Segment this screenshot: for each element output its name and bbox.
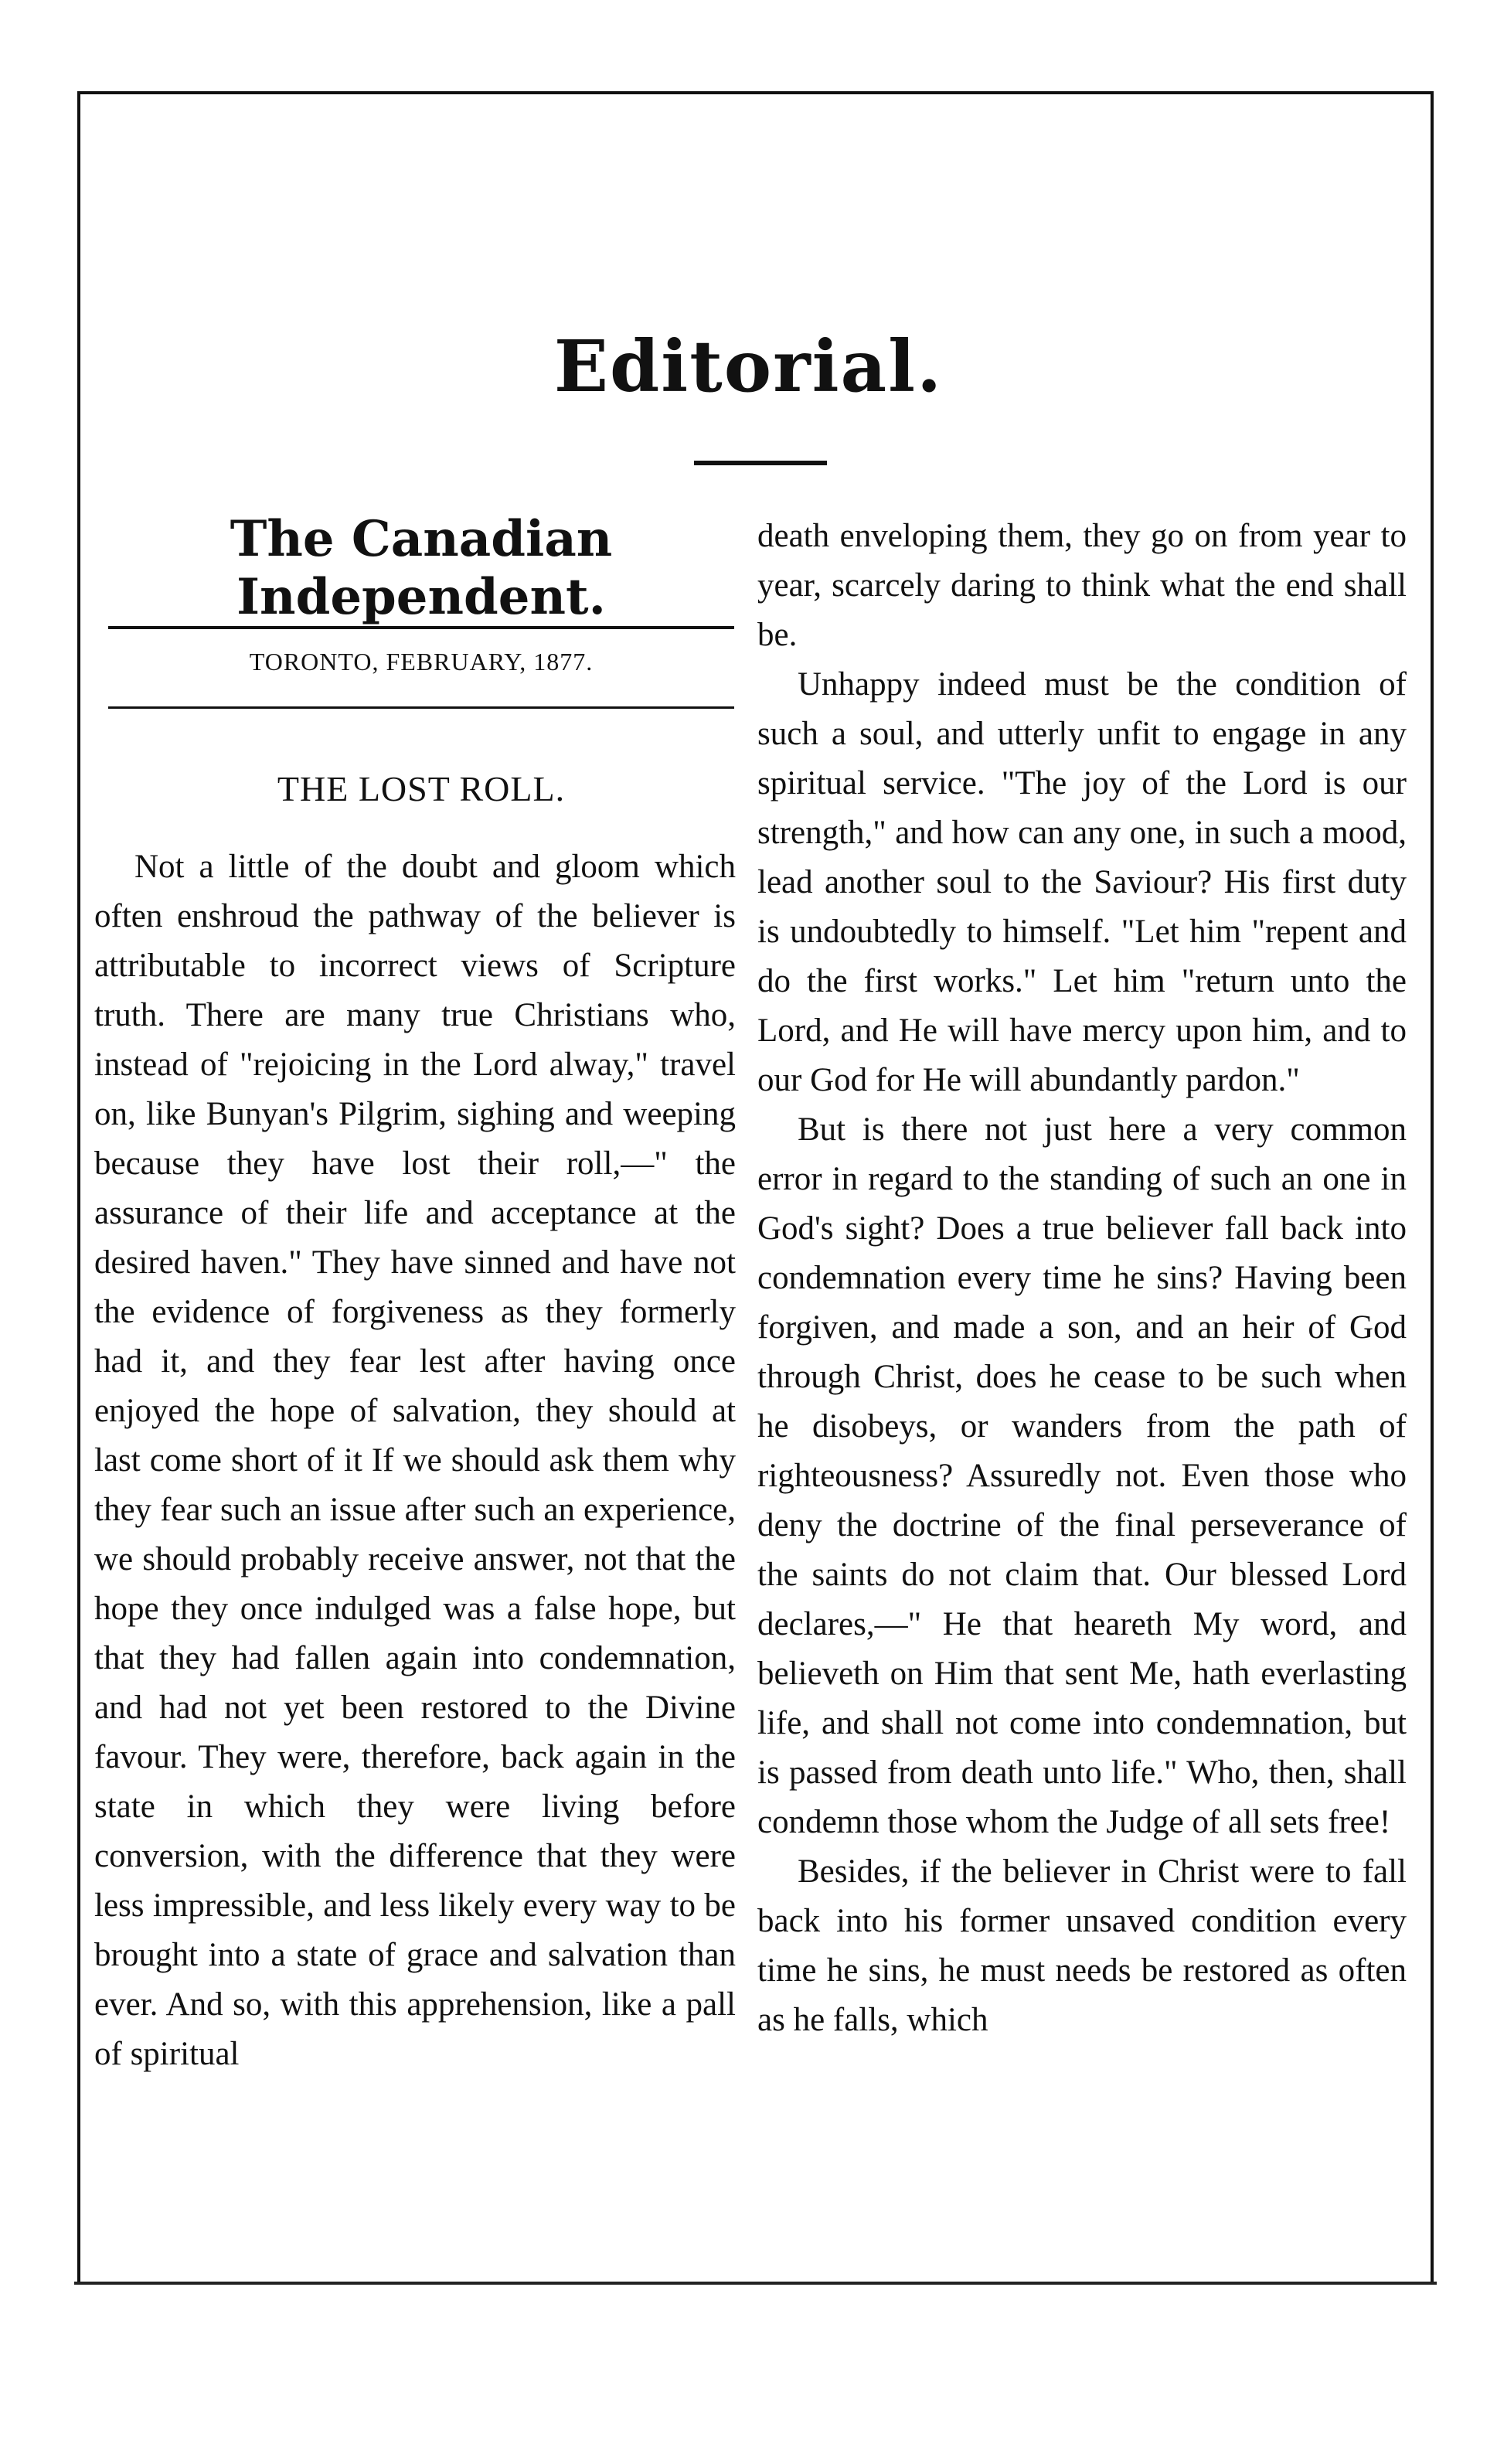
paragraph: Unhappy indeed must be the condition of such a soul, and utterly unfit to engage in any spiritual service. "The joy of the Lord is our strength," and how can any one, in such a mood, lead another soul to the Saviour? His first duty is undoubtedly to himself. "Let him "repent and do the first works." Let him "return unto the Lord, and He will have mercy upon him, and to our God for He will abundantly pardon." — [757, 666, 1407, 1098]
right-column — [757, 512, 1407, 2045]
paragraph-continuation: death enveloping them, they go on from year to year, scarcely daring to think what the end shall be. — [757, 518, 1407, 653]
paragraph: Not a little of the doubt and gloom which often enshroud the pathway of the believer is attributable to incorrect views of Scripture truth. There are many true Christians who, instead of "rejoicing in the Lord alway," travel on, like Bunyan's Pilgrim, sighing and weeping because they have lost their roll,—" the assurance of their life and acceptance at the desired haven." They have sinned and have not the evidence of forgiveness as they formerly had it, and they fear lest after having once enjoyed the hope of salvation, they should at last come short of it If we should ask them why they fear such an issue after such an experience, we should probably receive answer, not that the hope they once indulged was a false hope, but that they had fallen again into condemnation, and had not yet been restored to the Divine favour. They were, therefore, back again in the state in which they were living before conversion, with the difference that they were less impressible, and less likely every way to be brought into a state of grace and salvation than ever. And so, with this apprehension, like a pall of spiritual — [94, 849, 736, 2072]
masthead: The Canadian Independent. — [230, 510, 613, 626]
masthead-rule — [108, 626, 734, 629]
dateline-rule — [108, 706, 734, 709]
paragraph: But is there not just here a very common error in regard to the standing of such an one in God's sight? Does a true believer fall back into condemnation every time he sins? Having been forgiven, and made a son, and an heir of God through Christ, does he cease to be such when he disobeys, or wanders from the path of righteousness? Assuredly not. Even those who deny the doctrine of the final perseverance of the saints do not claim that. Our blessed Lord declares,—" He that heareth My word, and believeth on Him that sent Me, hath everlasting life, and shall not come into condemnation, but is passed from death unto life." Who, then, shall condemn those whom the Judge of all sets free! — [757, 1111, 1407, 1840]
dateline: TORONTO, FEBRUARY, 1877. — [249, 648, 594, 676]
section-title: Editorial. — [553, 325, 944, 408]
bottom-rule — [74, 2282, 1437, 2285]
left-column — [94, 842, 736, 2079]
title-divider — [694, 461, 827, 465]
article-heading: THE LOST ROLL. — [277, 769, 566, 808]
paragraph: Besides, if the believer in Christ were to fall back into his former unsaved condition every time he sins, he must needs be restored as often as he falls, which — [757, 1853, 1407, 2038]
